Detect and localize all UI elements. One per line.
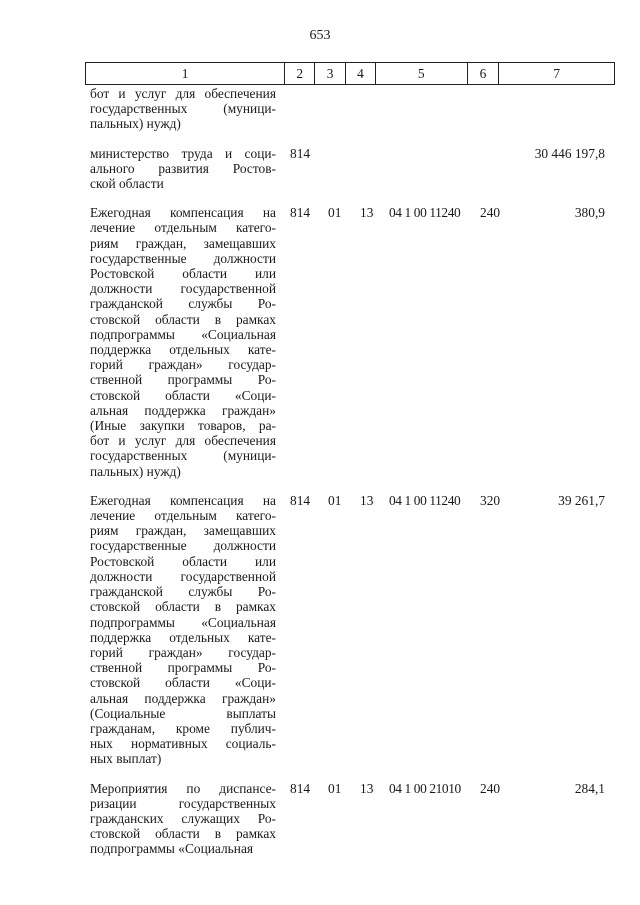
column-header-1: 1: [86, 63, 285, 84]
row-description: [90, 493, 276, 767]
column-header-6: 6: [468, 63, 500, 84]
description-line: риям граждан, замещавших: [90, 235, 276, 251]
table-body: [90, 86, 615, 857]
description-line: ственной программы Ро-: [90, 372, 276, 388]
description-line: гражданской службы Ро-: [90, 584, 276, 600]
description-line: Ежегодная компенсация на: [90, 205, 276, 221]
description-line: (Социальные выплаты: [90, 705, 276, 721]
column-header-4: 4: [346, 63, 376, 84]
description-line: стовской области «Соци-: [90, 675, 276, 691]
row-description: [90, 86, 276, 132]
description-line: поддержка отдельных кате-: [90, 629, 276, 645]
description-line: ных нормативных социаль-: [90, 736, 276, 752]
description-line: Мероприятия по диспансе-: [90, 780, 276, 796]
amount: 39 261,7: [558, 492, 605, 508]
description-line: (Иные закупки товаров, ра-: [90, 418, 276, 434]
description-line: риям граждан, замещавших: [90, 523, 276, 539]
description-line: ризации государственных: [90, 795, 276, 811]
ved-code: 814: [290, 145, 311, 161]
table-row: [90, 86, 615, 132]
ved-code: 814: [290, 780, 311, 796]
section-code: 01: [328, 492, 342, 508]
table-row: [90, 781, 615, 857]
description-line: государственные должности: [90, 250, 276, 266]
page-number: 653: [309, 28, 331, 43]
target-article-code: 04 1 00 21010: [389, 780, 461, 796]
description-line: министерство труда и соци-: [90, 145, 276, 161]
subsection-code: 13: [360, 492, 374, 508]
description-line: Ростовской области или: [90, 266, 276, 282]
table-header: [85, 62, 615, 85]
ved-code: 814: [290, 205, 311, 221]
description-line: горий граждан» государ-: [90, 644, 276, 660]
description-line: пальных) нужд): [90, 116, 181, 132]
description-line: ных выплат): [90, 751, 162, 767]
description-line: ской области: [90, 176, 164, 192]
description-line: должности государственной: [90, 568, 276, 584]
target-article-code: 04 1 00 11240: [389, 492, 461, 508]
row-description: [90, 205, 276, 479]
row-description: [90, 781, 276, 857]
description-line: подпрограммы «Социальная: [90, 326, 276, 342]
description-line: поддержка отдельных кате-: [90, 342, 276, 358]
description-line: бот и услуг для обеспечения: [90, 433, 276, 449]
ved-code: 814: [290, 492, 311, 508]
table-row: [90, 493, 615, 767]
description-line: стовской области в рамках: [90, 311, 276, 327]
description-line: стовской области в рамках: [90, 599, 276, 615]
description-line: лечение отдельным катего-: [90, 508, 276, 524]
expense-type-code: 240: [480, 205, 501, 221]
column-header-2: 2: [285, 63, 315, 84]
description-line: государственных (муници-: [90, 448, 276, 464]
target-article-code: 04 1 00 11240: [389, 205, 461, 221]
column-header-3: 3: [315, 63, 346, 84]
description-line: ственной программы Ро-: [90, 660, 276, 676]
description-line: подпрограммы «Социальная: [90, 614, 276, 630]
description-line: гражданских служащих Ро-: [90, 810, 276, 826]
description-line: стовской области в рамках: [90, 826, 276, 842]
description-line: Ростовской области или: [90, 553, 276, 569]
table-row: [90, 205, 615, 479]
description-line: альная поддержка граждан»: [90, 402, 276, 418]
description-line: гражданской службы Ро-: [90, 296, 276, 312]
expense-type-code: 320: [480, 492, 501, 508]
description-line: лечение отдельным катего-: [90, 220, 276, 236]
description-line: ального развития Ростов-: [90, 160, 276, 176]
description-line: альная поддержка граждан»: [90, 690, 276, 706]
description-line: горий граждан» государ-: [90, 357, 276, 373]
subsection-code: 13: [360, 780, 374, 796]
description-line: стовской области «Соци-: [90, 387, 276, 403]
column-header-5: 5: [376, 63, 468, 84]
description-line: бот и услуг для обеспечения: [90, 86, 276, 101]
description-line: должности государственной: [90, 281, 276, 297]
description-line: государственные должности: [90, 538, 276, 554]
subsection-code: 13: [360, 205, 374, 221]
section-code: 01: [328, 205, 342, 221]
description-line: Ежегодная компенсация на: [90, 492, 276, 508]
expense-type-code: 240: [480, 780, 501, 796]
description-line: государственных (муници-: [90, 101, 276, 117]
description-line: гражданам, кроме публич-: [90, 720, 276, 736]
amount: 380,9: [574, 205, 605, 221]
description-line: подпрограммы «Социальная: [90, 841, 254, 857]
table-row: [90, 146, 615, 192]
amount: 284,1: [574, 780, 605, 796]
amount: 30 446 197,8: [534, 145, 605, 161]
description-line: пальных) нужд): [90, 463, 181, 479]
section-code: 01: [328, 780, 342, 796]
row-description: [90, 146, 276, 192]
column-header-7: 7: [553, 66, 561, 81]
